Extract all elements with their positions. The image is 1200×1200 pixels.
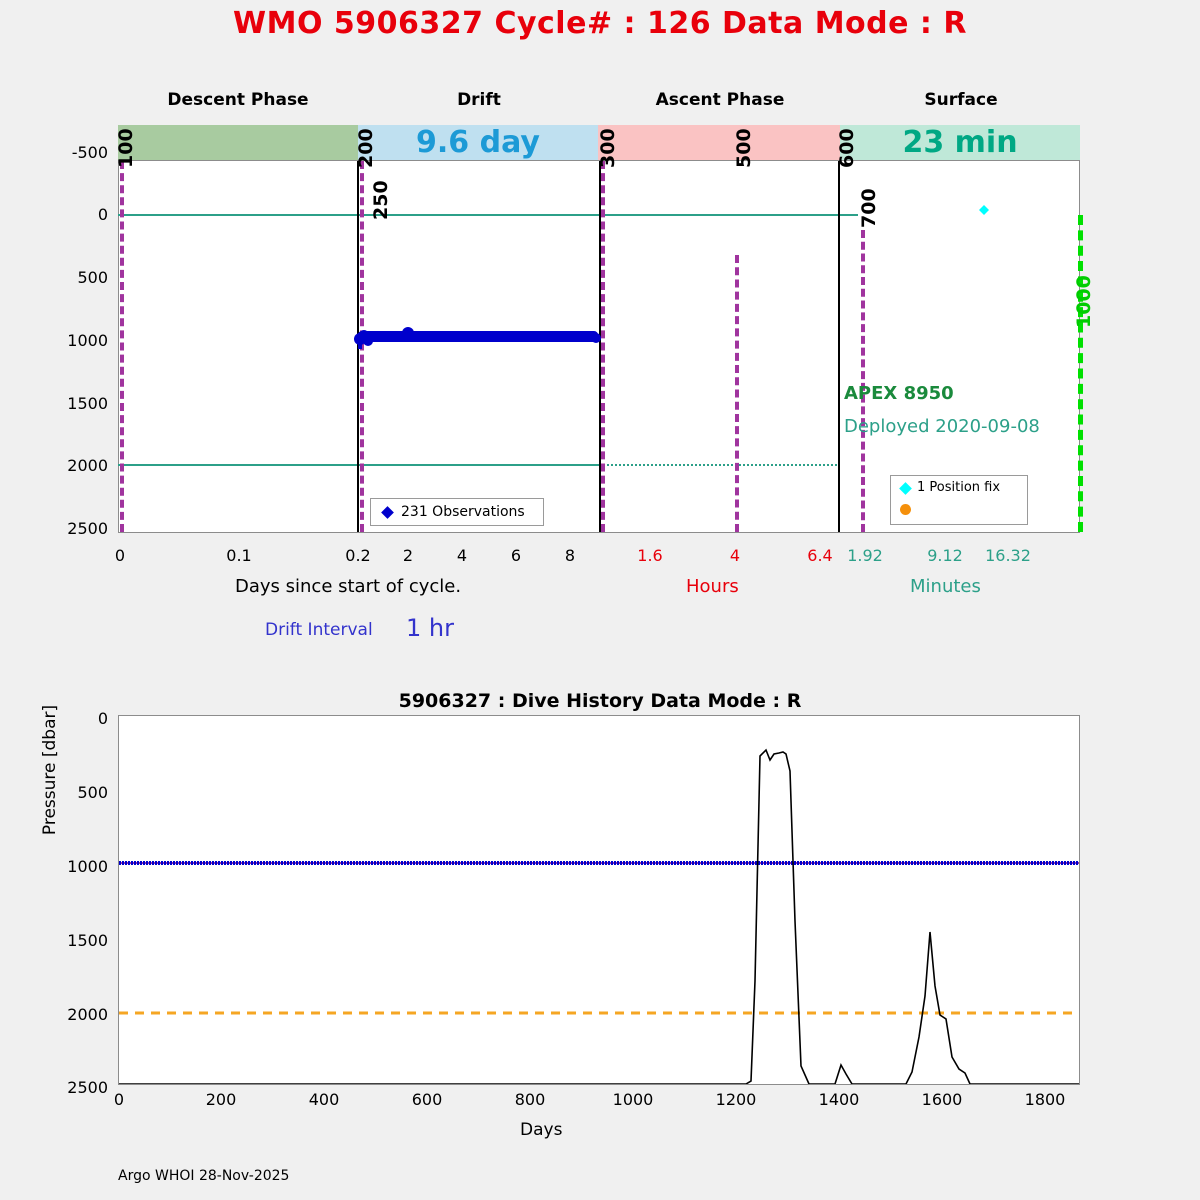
page-title: WMO 5906327 Cycle# : 126 Data Mode : R bbox=[233, 6, 967, 41]
legend-observations bbox=[370, 498, 544, 526]
top-xlabel-days: Days since start of cycle. bbox=[235, 576, 462, 597]
top-xtick-hours-1: 4 bbox=[729, 546, 741, 565]
bot-xtick-8: 1600 bbox=[921, 1090, 963, 1109]
event-label-200: 200 bbox=[355, 128, 377, 168]
top-xtick-days-0: 0 bbox=[114, 546, 126, 565]
top-xtick-minutes-1: 9.12 bbox=[927, 546, 963, 565]
top-xtick-days-1: 0.1 bbox=[226, 546, 252, 565]
bot-xtick-9: 1800 bbox=[1024, 1090, 1066, 1109]
phase-band-surface bbox=[840, 125, 1080, 160]
dive-history-title: 5906327 : Dive History Data Mode : R bbox=[398, 690, 802, 712]
top-xlabel-hours: Hours bbox=[686, 576, 739, 597]
bot-xtick-4: 800 bbox=[514, 1090, 546, 1109]
bot-xtick-7: 1400 bbox=[818, 1090, 860, 1109]
top-xtick-days-4: 4 bbox=[456, 546, 468, 565]
footer-credit: Argo WHOI 28-Nov-2025 bbox=[118, 1168, 290, 1184]
legend-observations-label: 231 Observations bbox=[401, 504, 525, 520]
top-xtick-hours-0: 1.6 bbox=[637, 546, 663, 565]
phase-label-descent: Descent Phase bbox=[167, 90, 309, 110]
bot-xtick-0: 0 bbox=[113, 1090, 125, 1109]
bot-ytick-3: 1500 bbox=[67, 931, 108, 950]
grounded-marker-icon bbox=[900, 504, 911, 515]
bot-xtick-6: 1200 bbox=[715, 1090, 757, 1109]
top-xtick-minutes-0: 1.92 bbox=[847, 546, 883, 565]
bot-ytick-1: 500 bbox=[77, 783, 108, 802]
top-xlabel-minutes: Minutes bbox=[910, 576, 981, 597]
top-xtick-days-2: 0.2 bbox=[345, 546, 371, 565]
bot-xlabel: Days bbox=[520, 1120, 563, 1140]
bot-ytick-5: 2500 bbox=[67, 1078, 108, 1097]
bot-ylabel: Pressure [dbar] bbox=[40, 704, 60, 836]
event-label-300: 300 bbox=[597, 128, 619, 168]
top-ytick-4: 1500 bbox=[67, 394, 108, 413]
bot-ytick-0: 0 bbox=[97, 709, 108, 728]
dive-history-series bbox=[119, 716, 1079, 1084]
phase-band-ascent bbox=[598, 125, 840, 160]
legend-position-fix bbox=[890, 475, 1028, 525]
top-xtick-days-5: 6 bbox=[510, 546, 522, 565]
legend-position-fix-label: 1 Position fix bbox=[917, 480, 1001, 495]
float-id-label: APEX 8950 bbox=[844, 383, 954, 404]
phase-label-ascent: Ascent Phase bbox=[655, 90, 785, 110]
top-ytick-2: 500 bbox=[77, 268, 108, 287]
drift-interval-label: Drift Interval bbox=[265, 620, 373, 640]
event-label-1000: 1000 bbox=[1073, 275, 1095, 328]
event-label-700: 700 bbox=[858, 188, 880, 228]
event-label-250: 250 bbox=[370, 180, 392, 220]
top-ytick-0: -500 bbox=[71, 143, 108, 162]
bot-xtick-2: 400 bbox=[308, 1090, 340, 1109]
event-label-500: 500 bbox=[733, 128, 755, 168]
bot-ytick-4: 2000 bbox=[67, 1005, 108, 1024]
top-xtick-days-3: 2 bbox=[402, 546, 414, 565]
top-ytick-1: 0 bbox=[97, 205, 108, 224]
top-xtick-minutes-2: 16.32 bbox=[985, 546, 1031, 565]
phase-label-surface: Surface bbox=[924, 90, 998, 110]
observation-marker-icon bbox=[381, 506, 394, 519]
top-ytick-3: 1000 bbox=[67, 331, 108, 350]
top-xtick-days-6: 8 bbox=[564, 546, 576, 565]
event-label-600: 600 bbox=[836, 128, 858, 168]
bot-xtick-5: 1000 bbox=[612, 1090, 654, 1109]
surface-duration-text: 23 min bbox=[902, 125, 1018, 160]
phase-band-drift bbox=[358, 125, 598, 160]
event-label-100: 100 bbox=[115, 128, 137, 168]
bot-xtick-3: 600 bbox=[411, 1090, 443, 1109]
phase-label-drift: Drift bbox=[457, 90, 501, 110]
drift-duration-text: 9.6 day bbox=[416, 125, 540, 160]
top-xtick-hours-2: 6.4 bbox=[807, 546, 833, 565]
bot-xtick-1: 200 bbox=[205, 1090, 237, 1109]
top-ytick-5: 2000 bbox=[67, 456, 108, 475]
phase-band-descent bbox=[118, 125, 358, 160]
bot-ytick-2: 1000 bbox=[67, 857, 108, 876]
top-ytick-6: 2500 bbox=[67, 519, 108, 538]
drift-interval-value: 1 hr bbox=[406, 614, 454, 642]
deployed-label: Deployed 2020-09-08 bbox=[844, 416, 1040, 437]
position-fix-marker-icon bbox=[899, 482, 912, 495]
